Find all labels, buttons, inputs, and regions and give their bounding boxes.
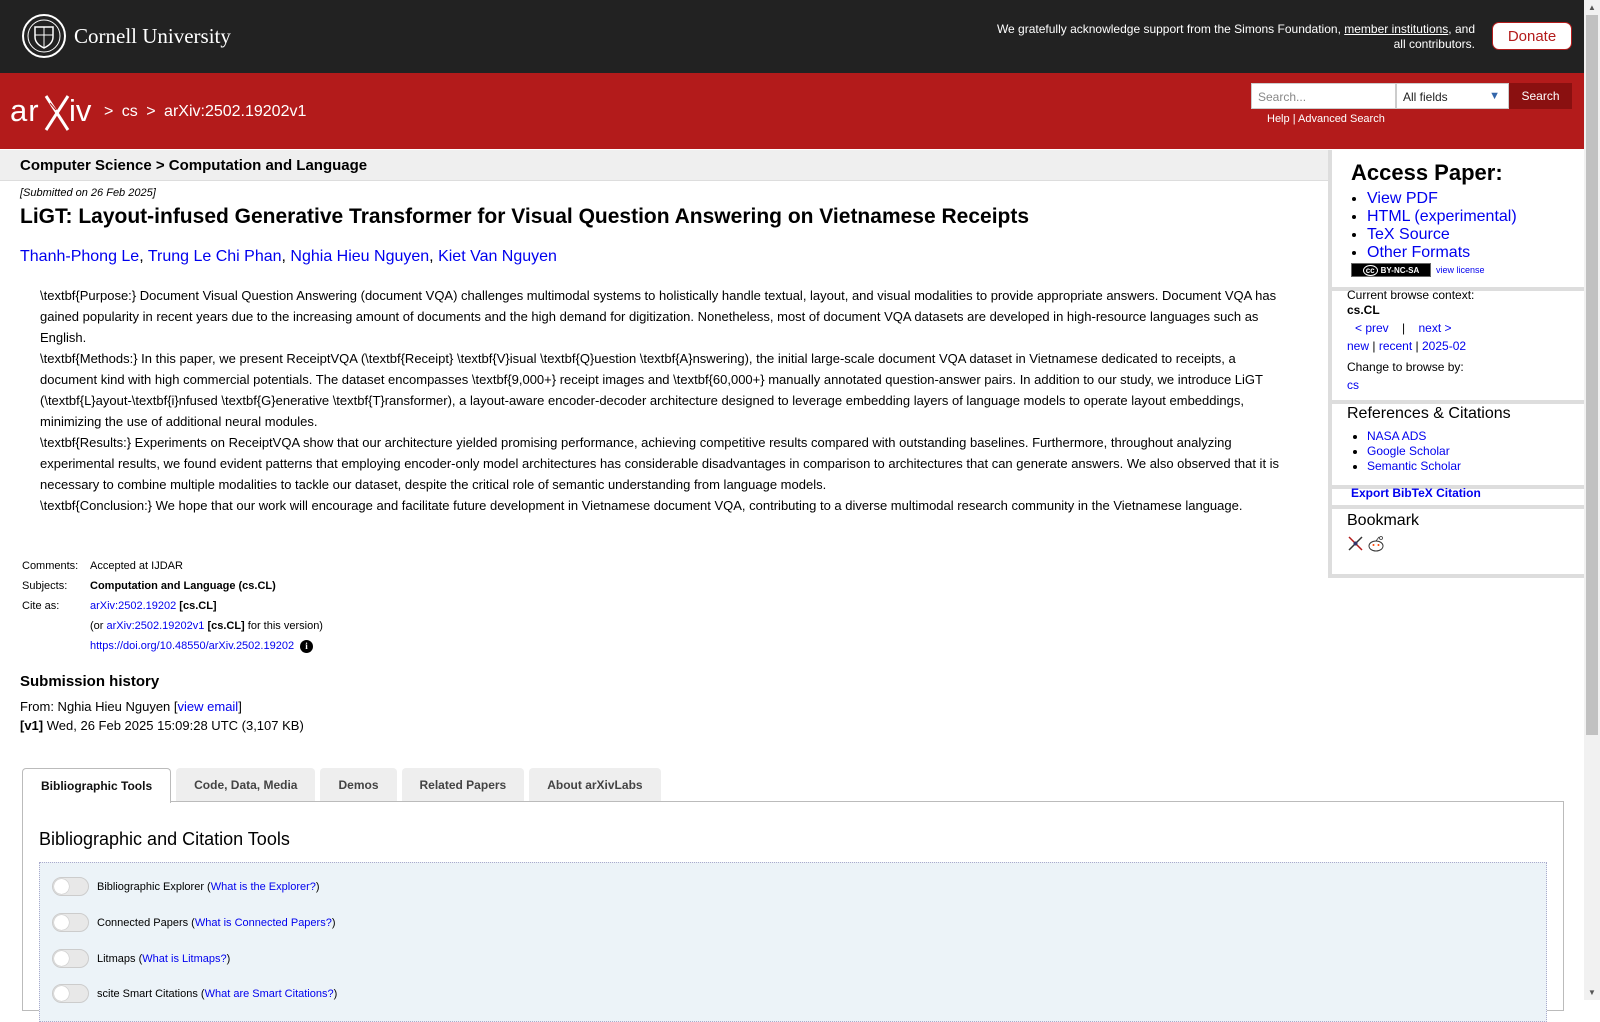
doi-link[interactable]: https://doi.org/10.48550/arXiv.2502.19202: [90, 640, 295, 652]
search-field-select[interactable]: All fields ▼: [1396, 83, 1509, 109]
scroll-thumb[interactable]: [1586, 15, 1598, 735]
references-heading: References & Citations: [1347, 405, 1511, 422]
submission-history: [20, 697, 304, 735]
scroll-down-icon[interactable]: ▼: [1588, 988, 1596, 997]
other-formats-link[interactable]: Other Formats: [1367, 244, 1471, 261]
doi-row: [20, 640, 325, 660]
abstract-conclusion: \textbf{Conclusion:} We hope that our work will encourage and facilitate future development in Vietnamese document VQA, contributing to a diverse multimodal research community in the Vietnamese language.: [40, 498, 1243, 513]
tab-related-papers[interactable]: Related Papers: [402, 768, 525, 802]
subject-bar: [0, 150, 1328, 181]
right-sidebar: [1328, 150, 1585, 578]
author-link[interactable]: Thanh-Phong Le: [20, 248, 140, 265]
cite-version-link[interactable]: arXiv:2502.19202v1: [106, 620, 205, 632]
next-link[interactable]: next >: [1418, 321, 1452, 335]
submission-history-heading: Submission history: [20, 673, 160, 690]
search-button[interactable]: Search: [1509, 83, 1572, 109]
author-link[interactable]: Nghia Hieu Nguyen: [290, 248, 430, 265]
google-scholar-link[interactable]: Google Scholar: [1367, 444, 1450, 458]
bibliographic-explorer-toggle[interactable]: [52, 877, 89, 896]
abstract-results: \textbf{Results:} Experiments on ReceiptVQA show that our architecture yielded promising performance, achieving competitive results compared with outstanding baselines. Furthermore, throughout analyzing experimental results, we found evident patterns that employing encoder-only model architectures has considerable disadvantages in comparison to architectures that can generate answers. We also observed that it is necessary to combine multiple modalities to tackle our dataset, despite the critical role of semantic understanding from language models.: [40, 435, 1280, 492]
browse-cs-link[interactable]: cs: [1347, 378, 1359, 392]
page-scrollbar[interactable]: [1584, 0, 1600, 1000]
svg-text:iv: iv: [69, 93, 92, 128]
cornell-seal-icon: [21, 13, 67, 59]
author-link[interactable]: Kiet Van Nguyen: [438, 248, 557, 265]
tab-code-data-media[interactable]: Code, Data, Media: [176, 768, 315, 802]
tab-about-arxivlabs[interactable]: About arXivLabs: [529, 768, 660, 802]
references-links: [1347, 429, 1461, 474]
toggle-row-litmaps: Litmaps ( What is Litmaps? ): [52, 949, 230, 968]
tex-source-link[interactable]: TeX Source: [1367, 226, 1450, 243]
tab-demos[interactable]: Demos: [320, 768, 396, 802]
scroll-up-icon[interactable]: ▲: [1588, 3, 1596, 12]
subjects-row: Subjects: Computation and Language (cs.CL): [20, 580, 325, 600]
nasa-ads-link[interactable]: NASA ADS: [1367, 429, 1427, 443]
metadata-table: [20, 560, 325, 660]
comments-row: Comments: Accepted at IJDAR: [20, 560, 325, 580]
author-list: Thanh-Phong Le, Trung Le Chi Phan, Nghia Hieu Nguyen, Kiet Van Nguyen: [20, 248, 557, 265]
donate-button[interactable]: Donate: [1492, 22, 1572, 50]
access-links: [1351, 190, 1517, 262]
submission-date: [Submitted on 26 Feb 2025]: [20, 187, 156, 199]
view-email-link[interactable]: view email: [177, 699, 239, 714]
breadcrumb-cs[interactable]: cs: [121, 103, 138, 120]
search-links: Help | Advanced Search: [1267, 113, 1385, 125]
prev-link[interactable]: < prev: [1355, 321, 1389, 335]
litmaps-help-link[interactable]: What is Litmaps?: [142, 952, 227, 965]
browse-context-value: cs.CL: [1347, 303, 1380, 317]
html-link[interactable]: HTML (experimental): [1367, 208, 1517, 225]
toggle-row-scite: scite Smart Citations ( What are Smart Citations? ): [52, 984, 337, 1003]
author-link[interactable]: Trung Le Chi Phan: [147, 248, 282, 265]
chevron-down-icon: ▼: [1489, 90, 1500, 102]
member-institutions-link[interactable]: member institutions: [1344, 22, 1449, 36]
toggle-row-connected-papers: Connected Papers ( What is Connected Papers? ): [52, 913, 336, 932]
arxiv-logo[interactable]: [10, 93, 100, 135]
new-link[interactable]: new: [1347, 339, 1370, 353]
cite-link[interactable]: arXiv:2502.19202: [90, 600, 177, 612]
subject-heading: Computer Science > Computation and Language: [20, 157, 368, 174]
info-icon[interactable]: i: [300, 640, 313, 653]
connected-papers-help-link[interactable]: What is Connected Papers?: [194, 916, 332, 929]
version-line: [v1] Wed, 26 Feb 2025 15:09:28 UTC (3,107 KB): [20, 718, 304, 733]
semantic-scholar-link[interactable]: Semantic Scholar: [1367, 459, 1462, 473]
breadcrumb-paper-id: arXiv:2502.19202v1: [164, 103, 307, 120]
reddit-icon[interactable]: [1367, 535, 1385, 552]
bookmark-heading: Bookmark: [1347, 512, 1420, 529]
cite-row: Cite as: arXiv:2502.19202 [cs.CL]: [22, 600, 217, 612]
submitter-line: From: Nghia Hieu Nguyen [view email]: [20, 699, 242, 714]
connected-papers-toggle[interactable]: [52, 913, 89, 932]
bibsonomy-icon[interactable]: [1347, 535, 1364, 552]
panel-title: Bibliographic and Citation Tools: [39, 829, 290, 849]
month-link[interactable]: 2025-02: [1422, 339, 1467, 353]
paper-title: LiGT: Layout-infused Generative Transformer for Visual Question Answering on Vietnamese Receipts: [20, 205, 1030, 228]
litmaps-toggle[interactable]: [52, 949, 89, 968]
svg-text:ar: ar: [10, 93, 40, 128]
top-banner: [0, 0, 1584, 73]
advanced-search-link[interactable]: Advanced Search: [1298, 113, 1385, 125]
comments-value: Accepted at IJDAR: [90, 560, 183, 572]
access-paper-heading: Access Paper:: [1351, 160, 1503, 185]
scite-help-link[interactable]: What are Smart Citations?: [204, 987, 334, 1000]
view-license-link[interactable]: view license: [1436, 265, 1485, 275]
explorer-help-link[interactable]: What is the Explorer?: [210, 880, 316, 893]
university-name: Cornell University: [74, 23, 231, 48]
scite-toggle[interactable]: [52, 984, 89, 1003]
view-pdf-link[interactable]: View PDF: [1367, 190, 1438, 207]
abstract-methods: \textbf{Methods:} In this paper, we present ReceiptVQA (\textbf{Receipt} \textbf{V}isual \textbf{Q}uestion \textbf{A}nswering), the initial large-scale document VQA dataset in Vietnamese dedicated to receipts, a document kind with high commercial potentials. The dataset encompasses \textbf{9,000+} receipt images and \textbf{60,000+} manually annotated question-answer pairs. In addition to our study, we introduce LiGT (\textbf{L}ayout-\textbf{i}nfused \textbf{G}enerative \textbf{T}ransformer), a layout-aware encoder-decoder architecture designed to leverage embedding layers of language models to operate layout embeddings, minimizing the use of additional neural modules.: [40, 351, 1263, 429]
tab-bibliographic-tools[interactable]: Bibliographic Tools: [22, 768, 171, 803]
search-input[interactable]: Search...: [1251, 83, 1396, 109]
support-text: We gratefully acknowledge support from the Simons Foundation, member institutions, and all contributors.: [996, 22, 1475, 51]
abstract-purpose: \textbf{Purpose:} Document Visual Question Answering (document VQA) challenges multimodal systems to holistically handle textual, layout, and visual modalities to provide appropriate answers. Document VQA has gained popularity in recent years due to the increasing amount of documents and the high demand for digitization. Nonetheless, most of document VQA datasets are developed in high-resource languages such as English.: [40, 288, 1277, 345]
recent-link[interactable]: recent: [1378, 339, 1413, 353]
tab-panel: [22, 801, 1564, 1011]
labs-tabs: [22, 768, 666, 802]
export-bibtex-link[interactable]: Export BibTeX Citation: [1351, 486, 1481, 500]
license-badge: [1351, 263, 1485, 277]
abstract: [40, 285, 1280, 516]
cornell-logo[interactable]: [21, 13, 231, 59]
toggle-row-explorer: Bibliographic Explorer ( What is the Explorer? ): [52, 877, 320, 896]
toolbox: [39, 862, 1547, 1022]
subjects-value: Computation and Language (cs.CL): [90, 580, 276, 592]
breadcrumb: > cs > arXiv:2502.19202v1: [104, 103, 307, 120]
arxiv-header: [0, 73, 1584, 149]
bookmark-icons: [1347, 535, 1385, 552]
cite-version-row: (or arXiv:2502.19202v1 [cs.CL] for this version): [90, 620, 323, 632]
browse-context: Current browse context: cs.CL < prev | next > new | recent | 2025-02 Change to browse by: cs: [1347, 288, 1475, 392]
cc-license-icon[interactable]: cc BY-NC-SA: [1351, 263, 1431, 277]
help-link[interactable]: Help: [1267, 113, 1290, 125]
